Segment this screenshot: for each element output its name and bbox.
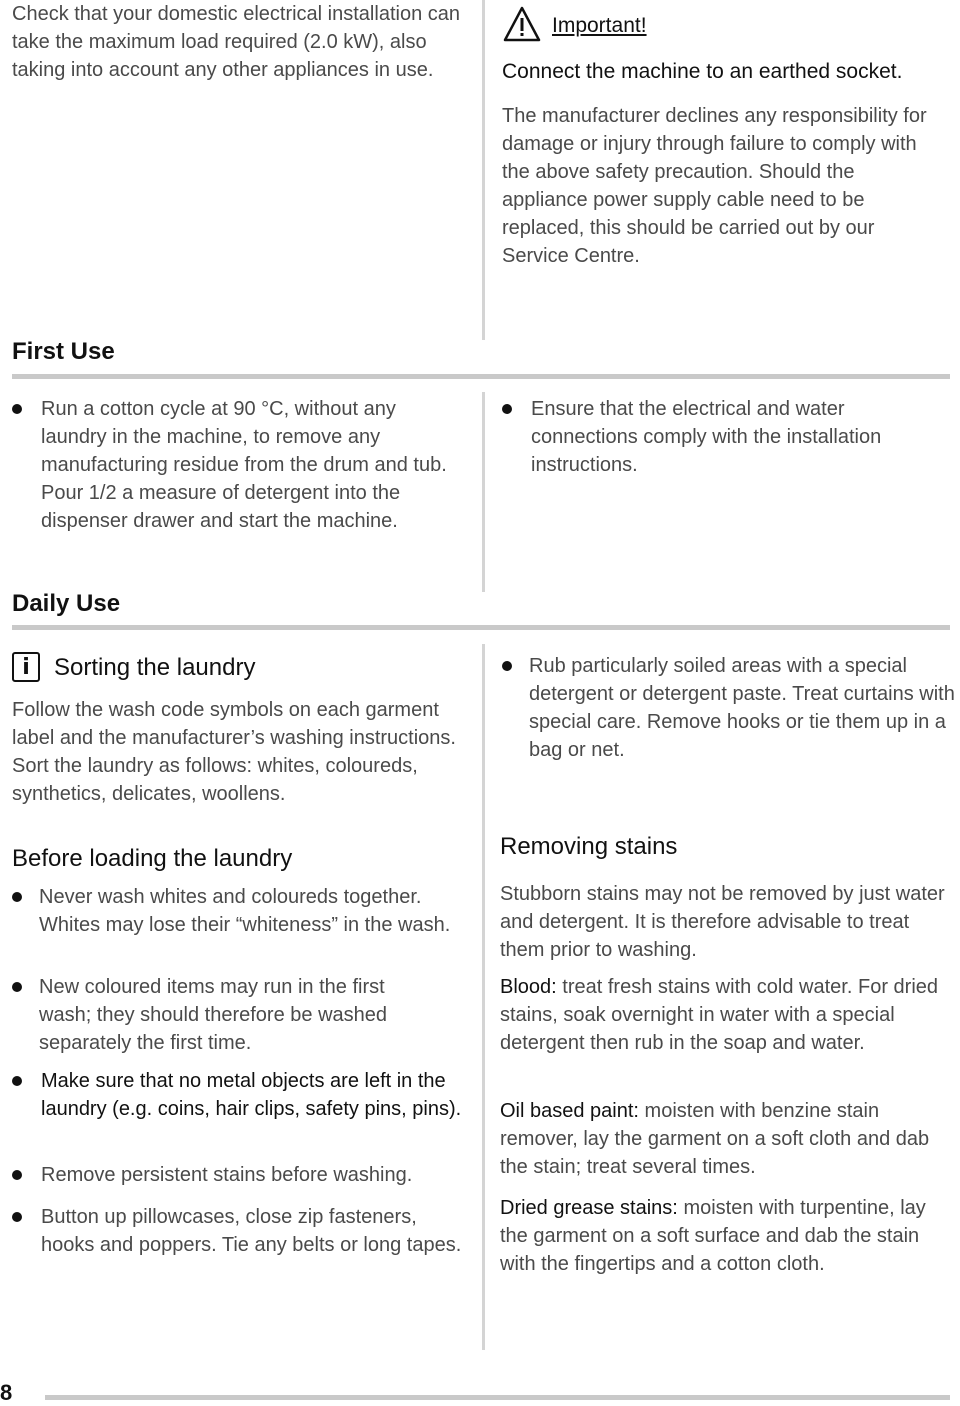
first-use-bullet-right-text: Ensure that the electrical and water connections comply with the installation instructions. xyxy=(531,398,882,476)
blood-text-2: For dried stains, soak overnight in water with a special detergent then rub in the soap and water. xyxy=(500,976,939,1054)
bullet-dot xyxy=(12,892,22,902)
blood-text-1: treat fresh stains with cold water. xyxy=(562,976,853,998)
before-loading-bullet-4: Remove persistent stains before washing. xyxy=(41,1164,413,1186)
bullet-dot xyxy=(12,1170,22,1180)
bullet-dot xyxy=(12,404,22,414)
bullet-dot xyxy=(502,661,512,671)
first-use-rule xyxy=(12,374,950,379)
before-loading-bullet-5: Button up pillowcases, close zip fasteners, hooks and poppers. Tie any belts or long tapes. xyxy=(41,1206,462,1256)
earth-text-1: The manufacturer declines any responsibility for damage or injury through failure to comply with the above safety precaution. xyxy=(502,105,927,183)
page-number: 8 xyxy=(0,1380,13,1405)
paint-paragraph xyxy=(500,1097,945,1181)
soiled-bullet-1: Rub particularly soiled areas with a special detergent or detergent paste. xyxy=(529,655,907,705)
before-loading-bullet-1: Never wash whites and coloureds together. Whites may lose their “whiteness” in the wash. xyxy=(39,886,451,936)
stains-text-1: Stubborn stains may not be removed by just water and detergent. xyxy=(500,883,945,933)
first-use-bullet-left-2: Pour 1/2 a measure of detergent into the dispenser drawer and start the machine. xyxy=(41,482,401,532)
before-loading-bullet-3: Make sure that no metal objects are left in the laundry (e.g. coins, hair clips, safety pins, pins). xyxy=(41,1070,462,1120)
paint-text: moisten with benzine stain remover, lay the garment on a soft cloth and dab the stain; treat several times. xyxy=(500,1100,930,1178)
sorting-text xyxy=(12,696,474,808)
first-use-heading: First Use xyxy=(12,338,115,365)
before-loading-bullet-2: New coloured items may run in the first wash; they should therefore be washed separately the first time. xyxy=(39,976,387,1054)
important-label: Important! xyxy=(552,14,647,37)
grease-text: moisten with turpentine, lay the garment on a soft surface and dab the stain with the fingertips and a cotton cloth. xyxy=(500,1197,926,1275)
info-icon: i xyxy=(12,652,40,682)
column-divider-daily-use xyxy=(482,644,485,1350)
daily-use-rule xyxy=(12,625,950,630)
daily-use-heading: Daily Use xyxy=(12,590,121,617)
sorting-text-2: Sort the laundry as follows: whites, coloureds, synthetics, delicates, woollens. xyxy=(12,755,418,805)
soiled-bullet-2: Treat curtains with special care. Remove hooks or tie them up in a bag or net. xyxy=(529,683,955,761)
first-use-bullet-left-1: Run a cotton cycle at 90 °C, without any laundry in the machine, to remove any manufacturing residue from the drum and tub. xyxy=(41,398,447,476)
paint-label: Oil based paint: xyxy=(500,1100,639,1122)
sorting-text-1: Follow the wash code symbols on each garment label and the manufacturer’s washing instructions. xyxy=(12,699,456,749)
grease-label: Dried grease stains: xyxy=(500,1197,678,1219)
footer-rule xyxy=(45,1395,950,1400)
bullet-dot xyxy=(502,404,512,414)
blood-label: Blood: xyxy=(500,976,557,998)
column-divider-top xyxy=(482,0,485,340)
load-note: Check that your domestic electrical installation can take the maximum load required (2.0 kW), also taking into account any other appliances in use. xyxy=(12,3,460,81)
grease-paragraph xyxy=(500,1194,945,1278)
bullet-dot xyxy=(12,982,22,992)
earth-text-2: Should the appliance power supply cable need to be replaced, this should be carried out by our Service Centre. xyxy=(502,161,875,267)
stains-text-2: It is therefore advisable to treat them prior to washing. xyxy=(500,911,910,961)
column-divider-first-use xyxy=(482,392,485,592)
bullet-dot xyxy=(12,1212,22,1222)
sorting-title: Sorting the laundry xyxy=(54,654,256,681)
blood-paragraph xyxy=(500,973,945,1057)
bullet-dot xyxy=(12,1076,22,1086)
before-loading-title: Before loading the laundry xyxy=(12,845,293,872)
earth-text xyxy=(502,102,942,270)
stains-title: Removing stains xyxy=(500,833,678,860)
stains-text xyxy=(500,880,955,964)
earth-title: Connect the machine to an earthed socket. xyxy=(502,60,903,83)
warning-icon xyxy=(503,6,541,42)
